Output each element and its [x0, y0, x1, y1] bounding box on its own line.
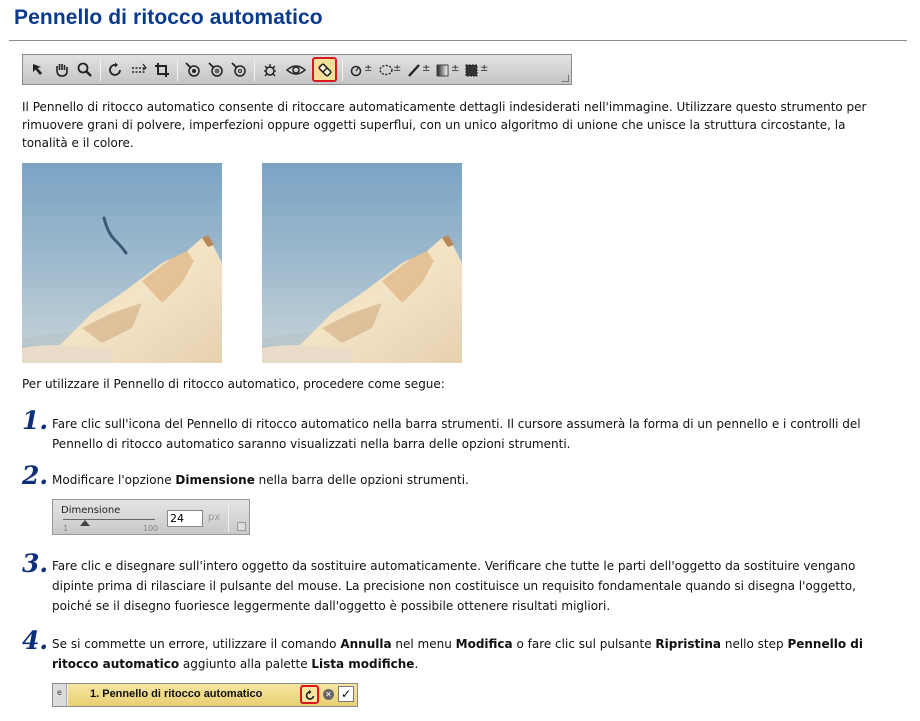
step-text-1: Fare clic sull'icona del Pennello di ritocco automatico nella barra strumenti. Il cursore assumerà la forma di un pennello e i controlli del Pennello di ritocco automatico saranno visualizzati nella barra delle opzioni strumenti. — [52, 417, 861, 451]
svg-text:±: ± — [451, 62, 460, 74]
step2-text-b: nella barra delle opzioni strumenti. — [254, 473, 469, 487]
straighten-icon[interactable] — [129, 59, 149, 81]
toolbar-separator — [100, 59, 101, 81]
step-number-3: 3. — [22, 549, 49, 578]
gradient-plus-minus-icon[interactable] — [435, 59, 461, 81]
photo-after-retouch — [262, 163, 462, 363]
crop-icon[interactable] — [152, 59, 172, 81]
dimension-slider-track[interactable] — [63, 519, 155, 520]
step4-t6: . — [414, 657, 419, 671]
dimension-separator — [228, 504, 229, 532]
step4-b-pennello: Pennello di ritocco automatico — [52, 637, 863, 671]
step4-t2: nel menu — [391, 637, 456, 651]
toolbar-separator — [177, 59, 178, 81]
step-text-2 — [52, 470, 882, 490]
healing-brush-icon[interactable] — [312, 57, 337, 82]
history-row[interactable] — [68, 684, 358, 706]
toolbar-separator — [254, 59, 255, 81]
step4-t3: o fare clic sul pulsante — [512, 637, 656, 651]
step-number-2: 2. — [22, 461, 49, 490]
toolbar-separator — [342, 59, 343, 81]
rotate-icon[interactable] — [106, 59, 126, 81]
arrow-select-icon[interactable] — [29, 59, 49, 81]
toolbar-resize-corner — [562, 75, 569, 82]
bug-remove-icon[interactable] — [260, 59, 280, 81]
dimension-option-bar — [52, 499, 250, 535]
history-item-label: 1. Pennello di ritocco automatico — [90, 688, 263, 700]
procedure-intro: Per utilizzare il Pennello di ritocco automatico, procedere come segue: — [22, 377, 445, 391]
dimension-corner-icon — [237, 522, 246, 531]
brush-plus-minus-icon[interactable] — [348, 59, 374, 81]
step4-b-lista: Lista modifiche — [311, 657, 415, 671]
revert-icon[interactable] — [300, 685, 319, 704]
step2-text-a: Modificare l'opzione — [52, 473, 176, 487]
step-enabled-checkbox[interactable]: ✓ — [338, 686, 354, 702]
red-eye-icon[interactable] — [183, 59, 203, 81]
step4-t4: nello step — [721, 637, 788, 651]
step4-t1: Se si commette un errore, utilizzare il comando — [52, 637, 341, 651]
main-toolbar — [22, 54, 572, 85]
lasso-plus-minus-icon[interactable] — [377, 59, 403, 81]
delete-step-icon[interactable]: ✕ — [323, 689, 334, 700]
svg-text:±: ± — [422, 62, 431, 74]
step-number-1: 1. — [22, 406, 49, 435]
step2-bold-dimensione: Dimensione — [175, 473, 255, 487]
svg-text:±: ± — [480, 62, 489, 74]
photo-before-retouch — [22, 163, 222, 363]
step4-t5: aggiunto alla palette — [179, 657, 312, 671]
svg-text:±: ± — [364, 62, 373, 74]
history-side-tab[interactable]: e — [53, 684, 67, 707]
step4-b-ripristina: Ripristina — [655, 637, 722, 651]
red-eye-3-icon[interactable] — [229, 59, 249, 81]
dimension-min: 1 — [63, 524, 69, 533]
step4-b-annulla: Annulla — [340, 637, 392, 651]
title-divider — [9, 40, 907, 41]
step-number-4: 4. — [22, 626, 49, 655]
dimension-unit: px — [208, 512, 221, 523]
svg-text:±: ± — [393, 62, 402, 74]
step-text-3: Fare clic e disegnare sull'intero oggetto da sostituire automaticamente. Verificare che tutte le parti dell'oggetto da sostituire vengano dipinte prima di rilasciare il pulsante del mouse. La precisione non costituisce un requisito fondamentale quando si disegna l'oggetto, poiché se il disegno fuoriesce leggermente dall'oggetto è possibile ottenere risultati migliori. — [52, 559, 856, 613]
step-text-4 — [52, 634, 882, 674]
red-eye-2-icon[interactable] — [206, 59, 226, 81]
intro-paragraph: Il Pennello di ritocco automatico consente di ritoccare automaticamente dettagli indesiderati nell'immagine. Utilizzare questo strumento per rimuovere grani di polvere, imperfezioni oppure oggetti superflui, con un unico algoritmo di unione che unisce la struttura circostante, la tonalità e il colore. — [22, 100, 867, 150]
page-title: Pennello di ritocco automatico — [14, 6, 323, 29]
dimension-input[interactable]: 24 — [167, 510, 203, 527]
brush-line-plus-minus-icon[interactable] — [406, 59, 432, 81]
step4-b-modifica: Modifica — [455, 637, 513, 651]
history-palette — [52, 683, 358, 707]
zoom-magnifier-icon[interactable] — [75, 59, 95, 81]
eye-icon[interactable] — [283, 59, 309, 81]
dimension-slider-thumb[interactable] — [80, 520, 90, 526]
hand-pan-icon[interactable] — [52, 59, 72, 81]
mask-plus-minus-icon[interactable] — [464, 59, 490, 81]
dimension-label: Dimensione — [61, 505, 121, 516]
dimension-max: 100 — [143, 524, 159, 533]
